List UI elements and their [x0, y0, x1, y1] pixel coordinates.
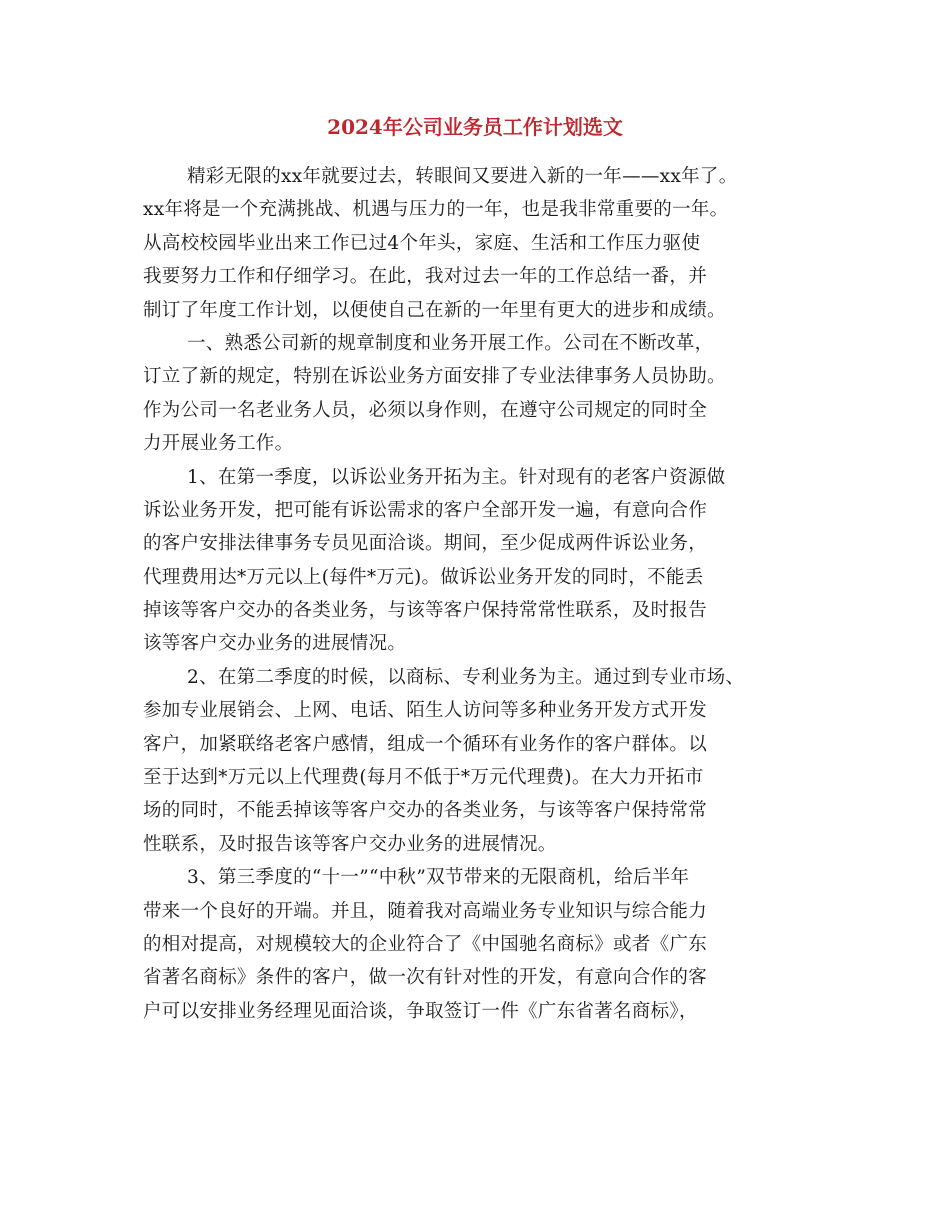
text-line: 一、熟悉公司新的规章制度和业务开展工作。公司在不断改革， — [187, 332, 714, 354]
text-line: 作为公司一名老业务人员，必须以身作则，在遵守公司规定的同时全 — [143, 399, 708, 421]
text-line: 的客户安排法律事务专员见面洽谈。期间，至少促成两件诉讼业务， — [143, 533, 708, 555]
document-title: 2024年公司业务员工作计划选文 — [327, 115, 623, 139]
text-line: 该等客户交办业务的进展情况。 — [143, 633, 407, 655]
text-line: 订立了新的规定，特别在诉讼业务方面安排了专业法律事务人员协助。 — [143, 366, 726, 388]
text-line: 从高校校园毕业出来工作已过4个年头，家庭、生活和工作压力驱使 — [143, 232, 701, 254]
text-line: 省著名商标》条件的客户，做一次有针对性的开发，有意向合作的客 — [143, 967, 708, 989]
text-line: 参加专业展销会、上网、电话、陌生人访问等多种业务开发方式开发 — [143, 700, 708, 722]
text-line: 至于达到*万元以上代理费(每月不低于*万元代理费)。在大力开拓市 — [143, 767, 704, 789]
text-line: 的相对提高，对规模较大的企业符合了《中国驰名商标》或者《广东 — [143, 933, 708, 955]
text-line: 制订了年度工作计划，以便使自己在新的一年里有更大的进步和成绩。 — [143, 299, 726, 321]
text-line: 我要努力工作和仔细学习。在此，我对过去一年的工作总结一番，并 — [143, 266, 708, 288]
text-line: 场的同时，不能丢掉该等客户交办的各类业务，与该等客户保持常常 — [143, 800, 708, 822]
text-line: 诉讼业务开发，把可能有诉讼需求的客户全部开发一遍，有意向合作 — [143, 499, 708, 521]
document-body — [143, 160, 843, 1028]
text-line: 户可以安排业务经理见面洽谈，争取签订一件《广东省著名商标》， — [143, 1000, 698, 1022]
text-line: 2、在第二季度的时候，以商标、专利业务为主。通过到专业市场、 — [187, 666, 745, 688]
text-line: xx年将是一个充满挑战、机遇与压力的一年，也是我非常重要的一年。 — [143, 199, 729, 221]
text-line: 掉该等客户交办的各类业务，与该等客户保持常常性联系，及时报告 — [143, 600, 708, 622]
text-line: 1、在第一季度，以诉讼业务开拓为主。针对现有的老客户资源做 — [187, 466, 726, 488]
text-line: 客户，加紧联络老客户感情，组成一个循环有业务作的客户群体。以 — [143, 733, 708, 755]
text-line: 精彩无限的xx年就要过去，转眼间又要进入新的一年——xx年了。 — [187, 166, 738, 187]
text-line: 力开展业务工作。 — [143, 433, 294, 455]
text-line: 带来一个良好的开端。并且，随着我对高端业务专业知识与综合能力 — [143, 900, 708, 922]
text-line: 3、第三季度的“十一”“中秋”双节带来的无限商机，给后半年 — [187, 867, 690, 889]
text-line: 代理费用达*万元以上(每件*万元)。做诉讼业务开发的同时，不能丢 — [143, 566, 704, 588]
text-line: 性联系，及时报告该等客户交办业务的进展情况。 — [143, 833, 557, 855]
